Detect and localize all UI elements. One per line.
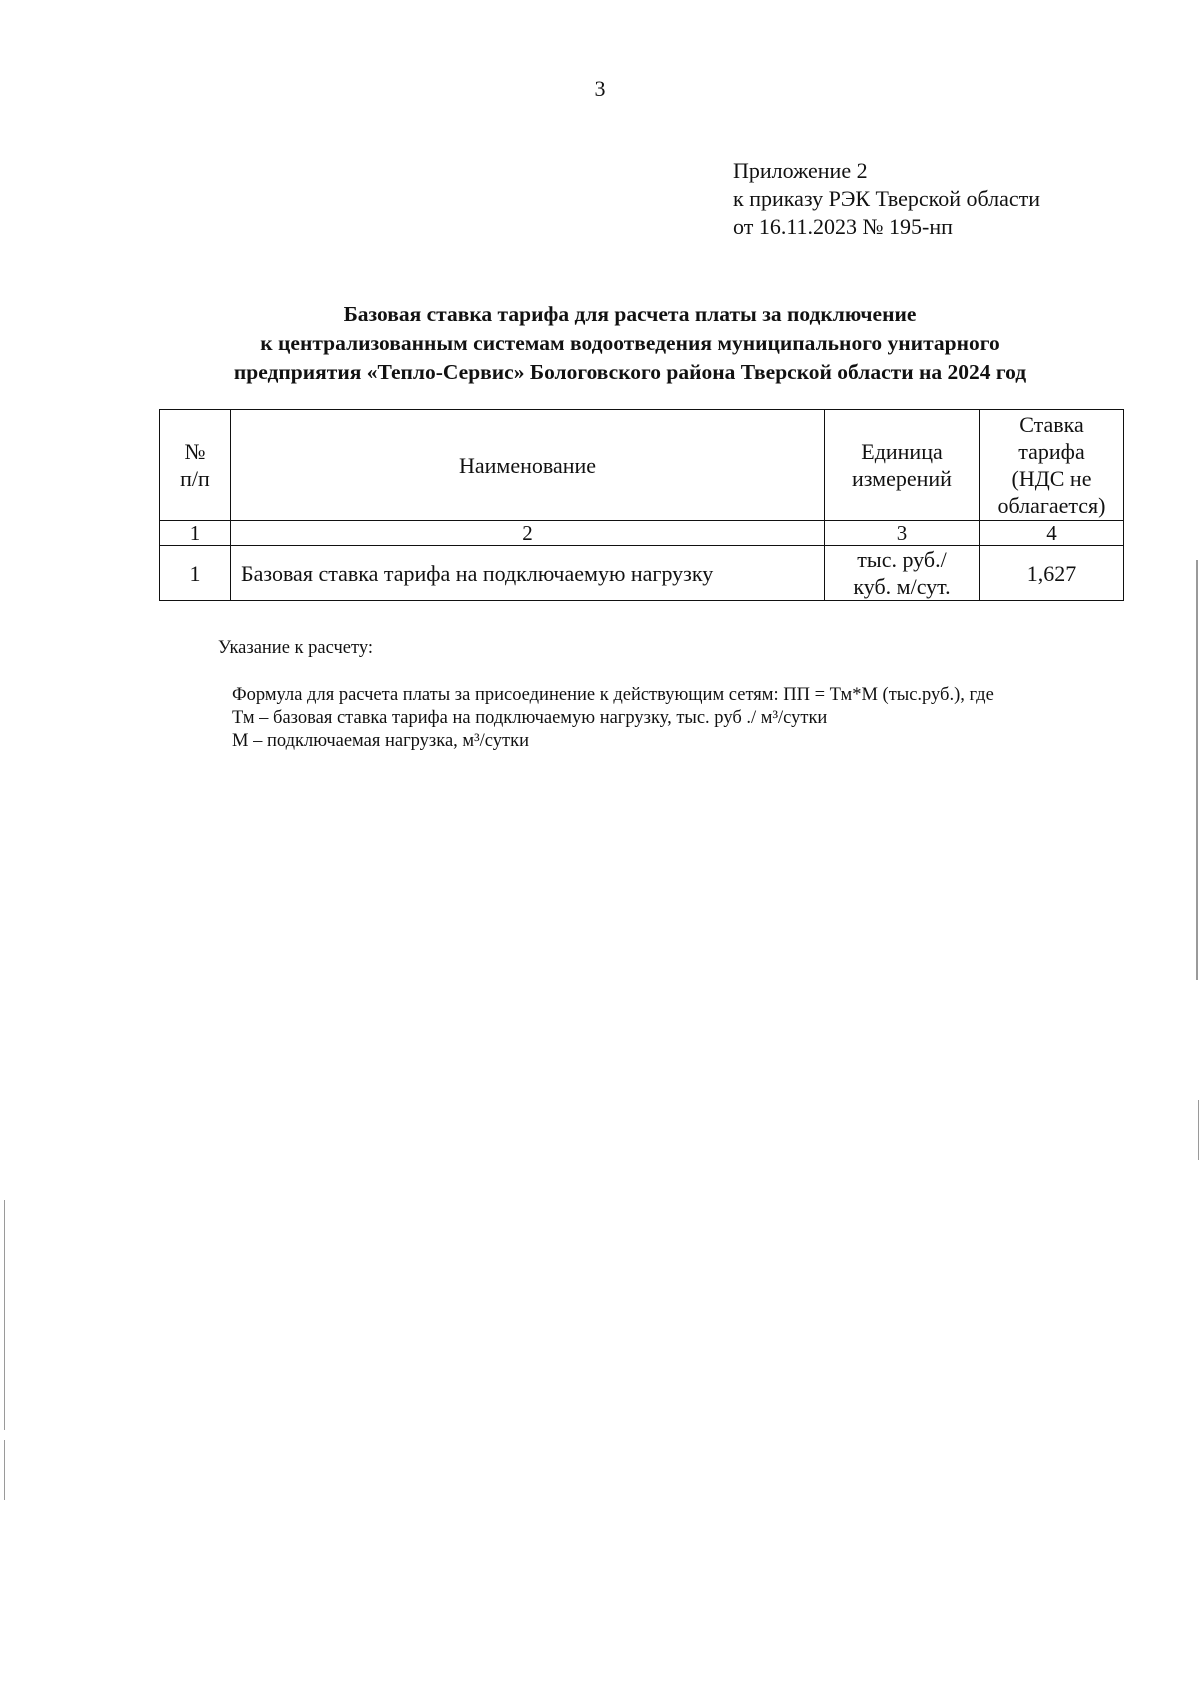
calculation-notes — [232, 684, 994, 753]
header-number — [160, 410, 231, 521]
header-unit — [825, 410, 980, 521]
table-header-row — [160, 410, 1124, 521]
title-line: Базовая ставка тарифа для расчета платы за подключение — [343, 302, 917, 326]
header-rate-line: тарифа — [1018, 439, 1085, 464]
appendix-line: Приложение 2 — [733, 158, 868, 183]
notes-label: Указание к расчету: — [218, 638, 373, 658]
appendix-line: к приказу РЭК Тверской области — [733, 186, 1041, 211]
appendix-reference — [733, 157, 1040, 241]
row-name: Базовая ставка тарифа на подключаемую нагрузку — [231, 546, 825, 601]
row-unit-line: тыс. руб./ — [857, 547, 947, 572]
row-unit-line: куб. м/сут. — [853, 574, 951, 599]
formula-line: Формула для расчета платы за присоединение к действующим сетям: ПП = Тм*М (тыс.руб.), где — [232, 685, 994, 705]
header-number-line: п/п — [180, 466, 210, 491]
definition-line: Тм – базовая ставка тарифа на подключаемую нагрузку, тыс. руб ./ м³/сутки — [232, 708, 828, 728]
column-number: 2 — [231, 521, 825, 546]
header-rate-line: облагается) — [997, 493, 1106, 518]
tariff-table — [159, 409, 1124, 601]
scan-edge-mark — [4, 1440, 5, 1500]
header-unit-line: измерений — [852, 466, 952, 491]
column-number: 1 — [160, 521, 231, 546]
header-name: Наименование — [231, 410, 825, 521]
scan-edge-mark — [4, 1200, 5, 1430]
page-number: 3 — [594, 76, 606, 101]
column-number: 3 — [825, 521, 980, 546]
column-number: 4 — [980, 521, 1124, 546]
column-number-row — [160, 521, 1124, 546]
table-row — [160, 546, 1124, 601]
definition-line: М – подключаемая нагрузка, м³/сутки — [232, 731, 529, 751]
header-rate-line: (НДС не — [1011, 466, 1092, 491]
title-line: предприятия «Тепло-Сервис» Бологовского района Тверской области на 2024 год — [233, 360, 1027, 384]
row-rate: 1,627 — [980, 546, 1124, 601]
row-unit — [825, 546, 980, 601]
row-number: 1 — [160, 546, 231, 601]
scan-edge-mark — [1196, 560, 1198, 980]
scan-edge-mark — [1198, 1100, 1199, 1160]
title-line: к централизованным системам водоотведения муниципального унитарного — [260, 331, 1000, 355]
header-rate — [980, 410, 1124, 521]
header-rate-line: Ставка — [1019, 412, 1084, 437]
appendix-line: от 16.11.2023 № 195-нп — [733, 214, 953, 239]
header-unit-line: Единица — [861, 439, 943, 464]
document-title — [130, 300, 1130, 387]
header-number-line: № — [184, 439, 206, 464]
